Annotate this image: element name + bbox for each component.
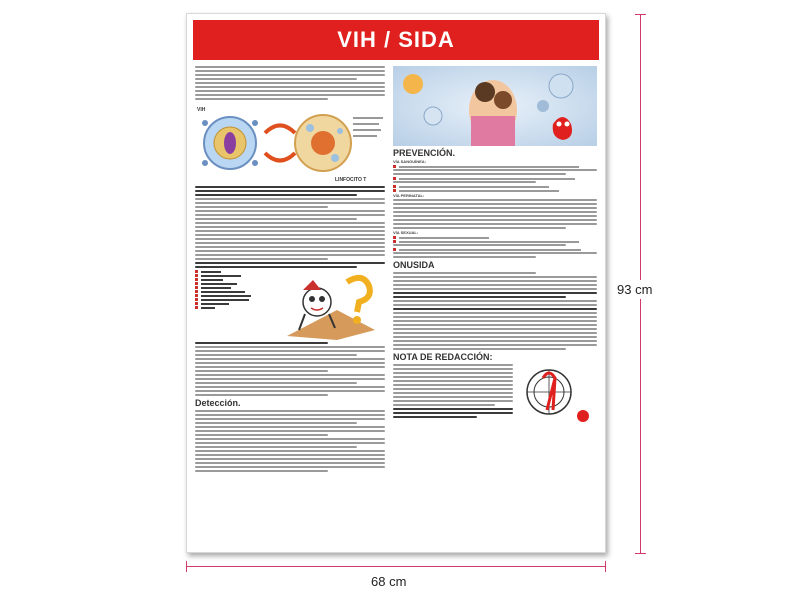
width-tick-left <box>186 561 187 572</box>
poster <box>186 13 606 553</box>
poster-title: VIH / SIDA <box>337 27 455 52</box>
definitions-text <box>195 342 385 396</box>
linfocito-label: LINFOCITO T <box>335 177 367 183</box>
height-label: 93 cm <box>617 282 653 297</box>
via-sanguinea-text <box>393 165 597 192</box>
via-perinatal-text <box>393 199 597 229</box>
title-banner <box>193 20 599 60</box>
couple-photo <box>393 66 597 146</box>
nota-text <box>393 364 513 424</box>
deteccion-heading: Detección. <box>195 398 241 408</box>
prevencion-heading: PREVENCIÓN. <box>393 148 456 158</box>
transmission-text <box>195 186 385 268</box>
width-dimension-line <box>186 566 606 567</box>
symptom-list <box>195 270 277 340</box>
nota-heading: NOTA DE REDACCIÓN: <box>393 352 493 362</box>
cartoon-illustration <box>277 270 377 340</box>
vih-label: VIH <box>197 107 206 113</box>
via-perinatal-heading: VÍA PERINATAL: <box>393 193 425 198</box>
intro-text <box>195 66 385 100</box>
left-column <box>195 66 385 474</box>
height-tick-bottom <box>635 553 646 554</box>
via-sexual-text <box>393 236 597 258</box>
width-tick-right <box>605 561 606 572</box>
onusida-text <box>393 272 597 350</box>
via-sexual-heading: VÍA SEXUAL: <box>393 230 419 235</box>
width-label: 68 cm <box>371 574 407 589</box>
right-column <box>393 66 597 424</box>
virus-diagram <box>195 103 385 183</box>
un-aids-logo <box>513 364 593 424</box>
height-tick-top <box>635 14 646 15</box>
via-sanguinea-heading: VÍA SANGUÍNEA: <box>393 159 426 164</box>
onusida-heading: ONUSIDA <box>393 260 435 270</box>
deteccion-text <box>195 410 385 472</box>
